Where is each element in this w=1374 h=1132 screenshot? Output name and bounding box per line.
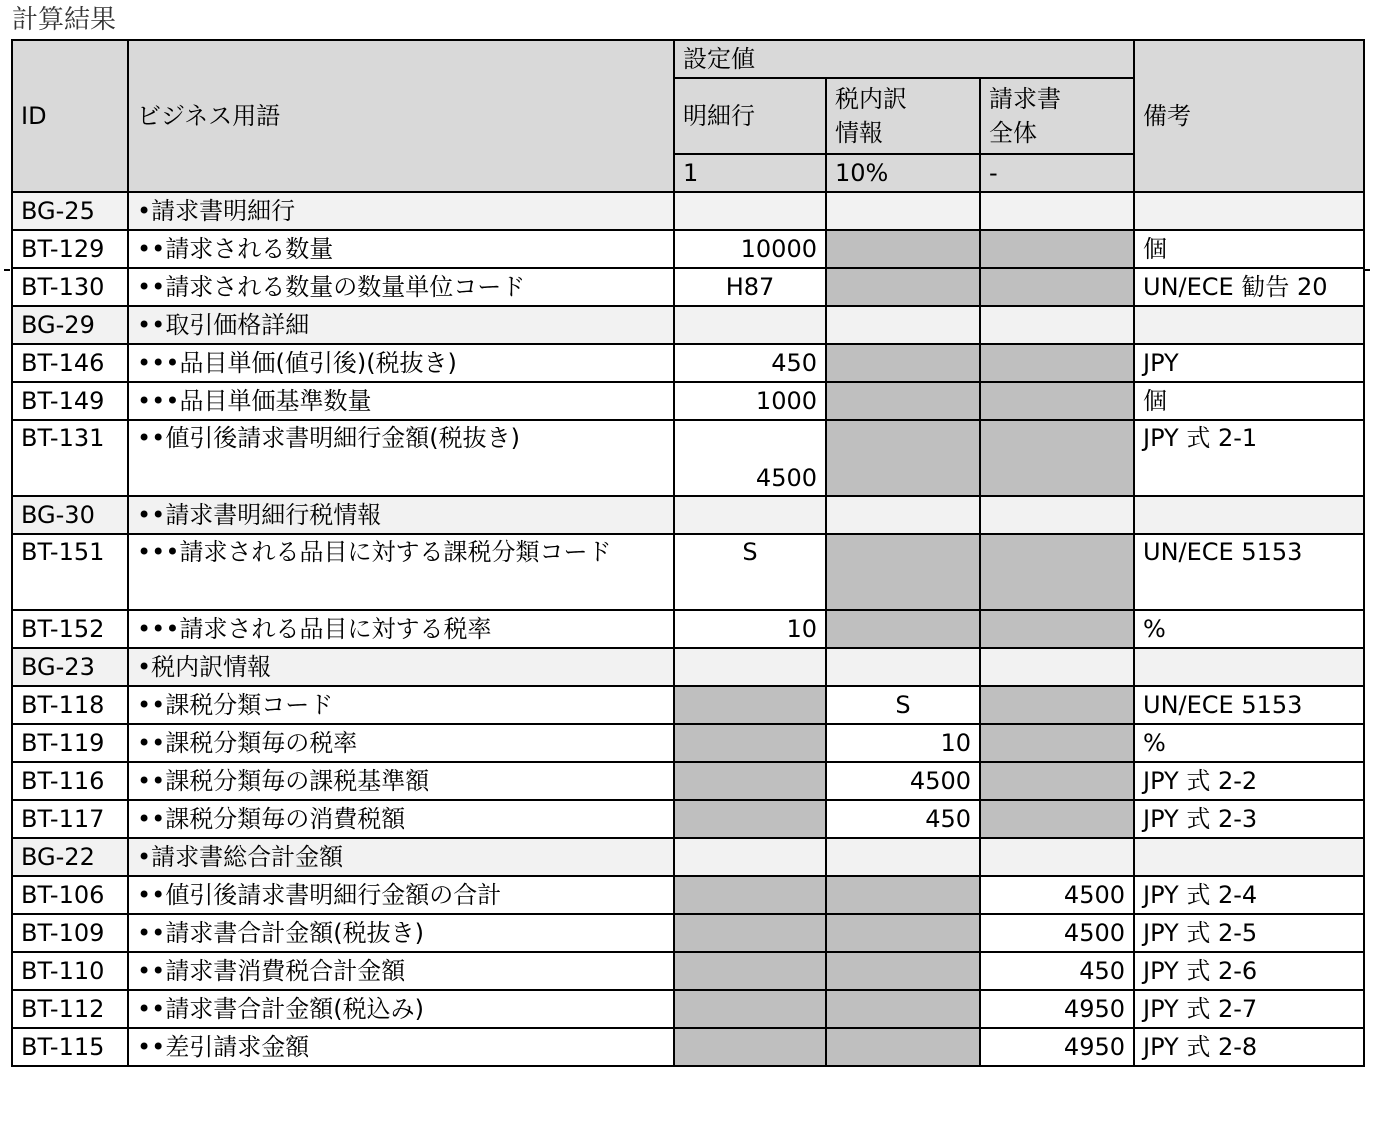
row-id: BT-129	[12, 230, 128, 268]
table-row	[12, 800, 1364, 838]
row-id: BT-131	[12, 420, 128, 496]
cell-note: 個	[1134, 230, 1364, 268]
cell-tax-na	[826, 990, 980, 1028]
cell-line: S	[674, 534, 826, 610]
cell-line: 10	[674, 610, 826, 648]
cell-note: JPY 式 2-8	[1134, 1028, 1364, 1066]
row-id: BT-146	[12, 344, 128, 382]
table-row	[12, 610, 1364, 648]
row-term: ••値引後請求書明細行金額(税抜き)	[128, 420, 674, 496]
table-row	[12, 648, 1364, 686]
cell-note: UN/ECE 5153	[1134, 686, 1364, 724]
cell-line: 4500	[674, 420, 826, 496]
header-notes: 備考	[1134, 40, 1364, 192]
cell-note: JPY 式 2-5	[1134, 914, 1364, 952]
row-id: BT-112	[12, 990, 128, 1028]
table-row	[12, 838, 1364, 876]
cell-tax: 4500	[826, 762, 980, 800]
cell-note: JPY	[1134, 344, 1364, 382]
row-term: •••請求される品目に対する税率	[128, 610, 674, 648]
cell-tax-na	[826, 420, 980, 496]
cell-inv-na	[980, 686, 1134, 724]
table-caption: 計算結果	[12, 5, 117, 35]
cell-inv-na	[980, 534, 1134, 610]
cell-tax	[826, 648, 980, 686]
cell-inv-na	[980, 800, 1134, 838]
cell-inv-na	[980, 268, 1134, 306]
cell-tax-na	[826, 268, 980, 306]
table-row	[12, 344, 1364, 382]
row-id: BT-110	[12, 952, 128, 990]
header-tax-breakdown	[826, 78, 980, 154]
cell-inv	[980, 648, 1134, 686]
cell-tax: 10	[826, 724, 980, 762]
row-term: ••請求される数量	[128, 230, 674, 268]
cell-note	[1134, 838, 1364, 876]
cell-note: JPY 式 2-7	[1134, 990, 1364, 1028]
table-row	[12, 914, 1364, 952]
cell-line-na	[674, 724, 826, 762]
cell-inv	[980, 838, 1134, 876]
cell-line-na	[674, 952, 826, 990]
cell-inv: 4950	[980, 990, 1134, 1028]
cell-note	[1134, 496, 1364, 534]
row-id: BT-118	[12, 686, 128, 724]
row-term: ••値引後請求書明細行金額の合計	[128, 876, 674, 914]
header-invoice-total-line1: 請求書	[989, 85, 1061, 113]
table-row	[12, 952, 1364, 990]
cell-tax-na	[826, 534, 980, 610]
cell-inv	[980, 496, 1134, 534]
cell-line: H87	[674, 268, 826, 306]
cell-tax: 450	[826, 800, 980, 838]
cell-line: 450	[674, 344, 826, 382]
cell-line	[674, 496, 826, 534]
cell-tax-na	[826, 344, 980, 382]
header-invoice-total	[980, 78, 1134, 154]
header-line-item-value: 1	[674, 154, 826, 192]
cell-inv	[980, 306, 1134, 344]
header-tax-breakdown-value: 10%	[826, 154, 980, 192]
header-tax-breakdown-line2: 情報	[835, 119, 883, 147]
table-row	[12, 496, 1364, 534]
cell-note: UN/ECE 5153	[1134, 534, 1364, 610]
header-line-item: 明細行	[674, 78, 826, 154]
row-term: ••請求される数量の数量単位コード	[128, 268, 674, 306]
row-term: ••請求書合計金額(税抜き)	[128, 914, 674, 952]
cell-inv-na	[980, 762, 1134, 800]
cell-tax-na	[826, 1028, 980, 1066]
row-term: ••課税分類毎の消費税額	[128, 800, 674, 838]
cell-line-na	[674, 762, 826, 800]
cell-tax	[826, 306, 980, 344]
header-settings: 設定値	[674, 40, 1134, 78]
row-id: BT-119	[12, 724, 128, 762]
row-id: BT-149	[12, 382, 128, 420]
cell-tax	[826, 496, 980, 534]
cell-inv-na	[980, 344, 1134, 382]
cell-line	[674, 306, 826, 344]
table-row	[12, 192, 1364, 230]
cell-note: JPY 式 2-2	[1134, 762, 1364, 800]
cell-note: 個	[1134, 382, 1364, 420]
cell-inv-na	[980, 610, 1134, 648]
cell-tax-na	[826, 952, 980, 990]
cell-note: UN/ECE 勧告 20	[1134, 268, 1364, 306]
cell-tax-na	[826, 914, 980, 952]
cell-line-na	[674, 1028, 826, 1066]
cell-line-na	[674, 686, 826, 724]
cell-note	[1134, 648, 1364, 686]
cell-inv-na	[980, 724, 1134, 762]
cell-tax-na	[826, 230, 980, 268]
cell-inv-na	[980, 420, 1134, 496]
header-tax-breakdown-line1: 税内訳	[835, 85, 907, 113]
cell-tax: S	[826, 686, 980, 724]
table-row	[12, 382, 1364, 420]
cell-inv	[980, 192, 1134, 230]
header-invoice-total-value: -	[980, 154, 1134, 192]
row-term: •請求書総合計金額	[128, 838, 674, 876]
left-edge-mark	[4, 269, 10, 271]
row-term: ••課税分類毎の課税基準額	[128, 762, 674, 800]
row-id: BT-130	[12, 268, 128, 306]
table-row	[12, 420, 1364, 496]
table-row	[12, 724, 1364, 762]
cell-line-na	[674, 800, 826, 838]
cell-line-na	[674, 990, 826, 1028]
cell-line	[674, 192, 826, 230]
header-business-term: ビジネス用語	[128, 40, 674, 192]
cell-note: %	[1134, 724, 1364, 762]
cell-tax-na	[826, 876, 980, 914]
header-id: ID	[12, 40, 128, 192]
cell-line	[674, 838, 826, 876]
row-id: BT-115	[12, 1028, 128, 1066]
row-id: BG-23	[12, 648, 128, 686]
table-row	[12, 762, 1364, 800]
calculation-result-table	[11, 39, 1365, 1067]
row-term: ••請求書合計金額(税込み)	[128, 990, 674, 1028]
row-id: BT-152	[12, 610, 128, 648]
row-term: ••課税分類毎の税率	[128, 724, 674, 762]
cell-note: JPY 式 2-4	[1134, 876, 1364, 914]
table-row	[12, 230, 1364, 268]
table-row	[12, 1028, 1364, 1066]
row-id: BT-151	[12, 534, 128, 610]
row-term: •••品目単価(値引後)(税抜き)	[128, 344, 674, 382]
cell-inv-na	[980, 382, 1134, 420]
cell-line: 1000	[674, 382, 826, 420]
row-term: •請求書明細行	[128, 192, 674, 230]
row-id: BT-116	[12, 762, 128, 800]
row-id: BG-25	[12, 192, 128, 230]
row-term: ••請求書消費税合計金額	[128, 952, 674, 990]
row-term: •••品目単価基準数量	[128, 382, 674, 420]
table-row	[12, 534, 1364, 610]
cell-line: 10000	[674, 230, 826, 268]
cell-inv: 4950	[980, 1028, 1134, 1066]
cell-line-na	[674, 876, 826, 914]
row-term: ••課税分類コード	[128, 686, 674, 724]
cell-inv: 4500	[980, 914, 1134, 952]
row-id: BT-109	[12, 914, 128, 952]
cell-note	[1134, 306, 1364, 344]
cell-line-na	[674, 914, 826, 952]
cell-inv: 450	[980, 952, 1134, 990]
table-row	[12, 268, 1364, 306]
cell-note: %	[1134, 610, 1364, 648]
row-term: ••差引請求金額	[128, 1028, 674, 1066]
row-id: BG-29	[12, 306, 128, 344]
cell-line	[674, 648, 826, 686]
row-id: BG-22	[12, 838, 128, 876]
cell-tax	[826, 192, 980, 230]
cell-note: JPY 式 2-6	[1134, 952, 1364, 990]
table-row	[12, 990, 1364, 1028]
table-row	[12, 306, 1364, 344]
cell-tax-na	[826, 610, 980, 648]
row-term: ••取引価格詳細	[128, 306, 674, 344]
cell-note: JPY 式 2-3	[1134, 800, 1364, 838]
table-row	[12, 876, 1364, 914]
row-term: •税内訳情報	[128, 648, 674, 686]
cell-tax-na	[826, 382, 980, 420]
cell-note	[1134, 192, 1364, 230]
row-id: BT-106	[12, 876, 128, 914]
row-term: ••請求書明細行税情報	[128, 496, 674, 534]
row-term: •••請求される品目に対する課税分類コード	[128, 534, 674, 610]
header-invoice-total-line2: 全体	[989, 119, 1037, 147]
row-id: BG-30	[12, 496, 128, 534]
cell-tax	[826, 838, 980, 876]
row-id: BT-117	[12, 800, 128, 838]
cell-inv-na	[980, 230, 1134, 268]
cell-note: JPY 式 2-1	[1134, 420, 1364, 496]
cell-inv: 4500	[980, 876, 1134, 914]
table-row	[12, 686, 1364, 724]
